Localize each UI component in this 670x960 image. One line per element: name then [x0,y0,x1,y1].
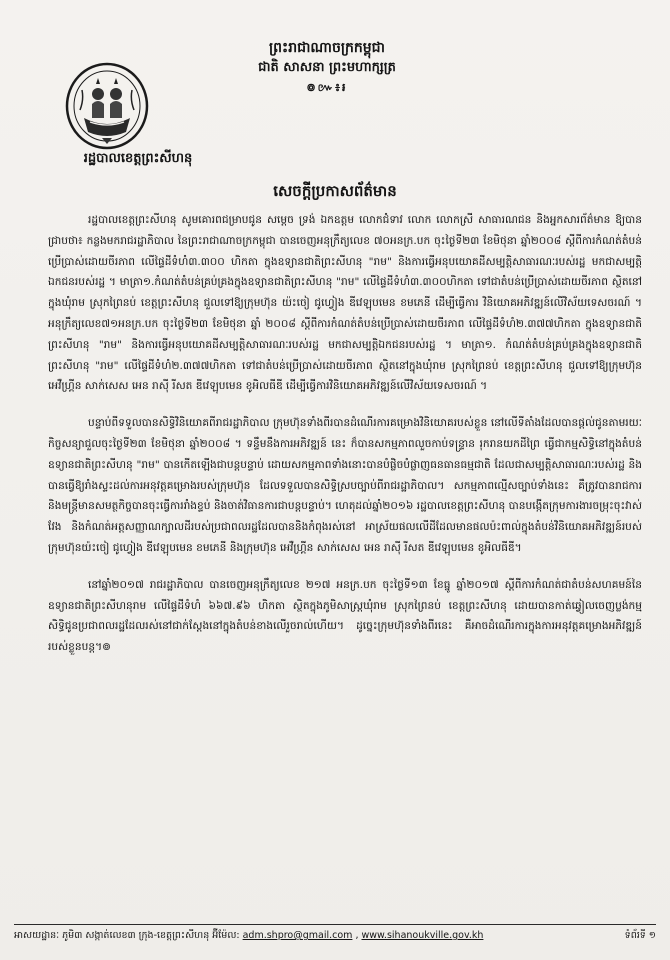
kingdom-name: ព្រះរាជាណាចក្រកម្ពុជា [268,40,385,56]
paragraph-2: បន្ទាប់ពីទទួលបានសិទ្ធិវិនិយោគពីរាជរដ្ឋាភិបាល ក្រុមហ៊ុនទាំងពីរបានដំណើរការគម្រោងវិនិយោគរបស់ខ្លួន នៅលើទីតាំងដែលបានផ្តល់ជូនតាមរយៈកិច្ចសន្យាជួលចុះថ្ងៃទី២៣ ខែមិថុនា ឆ្នាំ២០០៨ ។ ទន្ទឹមនឹងការអភិវឌ្ឍន៍ នេះ ក៏បានសកម្មភាពលួចកាប់ទន្រ្ទាន រុករានយកដីព្រៃ ធ្វើជាកម្មសិទ្ធិនៅក្នុងតំបន់ឧទ្យានជាតិព្រះសីហនុ "រាម" បានកើតឡើងជាបន្តបន្ទាប់ ដោយសកម្មភាពទាំងនោះបានបំផ្លិចបំផ្លាញធនធានធម្មជាតិ ដែលជាសម្បត្តិសាធារណៈរបស់រដ្ឋ និងបានធ្វើឱ្យរាំងស្ទះដល់ការអនុវត្តគម្រោងរបស់ក្រុមហ៊ុន ដែលទទួលបានសិទ្ធិស្របច្បាប់ពីរាជរដ្ឋាភិបាល។ សកម្មភាពល្មើសច្បាប់ទាំងនេះ គឺត្រូវបានរាជការ និងមន្រ្តីមានសមត្ថកិច្ចបានចុះធ្វើការរាំងខ្ទប់ និងចាត់វិធានការជាបន្តបន្ទាប់។ ហេតុដល់ឆ្នាំ២០១៦ រដ្ឋបាលខេត្តព្រះសីហនុ បានបង្កើតក្រុមការងារចម្រុះចុះវាស់វែង និងកំណត់អត្តសញ្ញាណក្បាលដីរបស់ប្រជាពលរដ្ឋដែលបាននិងកំពុងរស់នៅ អាស្រ័យផលលើដីដែលមានផលប៉ះពាល់ក្នុងតំបន់វិនិយោគអភិវឌ្ឍន៍របស់ក្រុមហ៊ុនយ៉ះចៀ ជូហ្វៀង ឌីវេឡុបមេន ខមភេនី និងក្រុមហ៊ុន អេវឺហ្គ្រីន សាក់សេស អេន រាស៊ី រីសត ឌីវេឡុបមេន ខូអិលធីឌី។ [48,417,642,554]
footer-website-link[interactable]: www.sihanoukville.gov.kh [361,930,484,941]
document-body [48,210,642,674]
footer-email-link[interactable]: adm.shpro@gmail.com [242,930,353,941]
kingdom-header [232,38,422,98]
paragraph-3 [48,575,642,658]
office-name: រដ្ឋបាលខេត្តព្រះសីហនុ [83,151,193,166]
footer-contact [14,929,483,943]
header-ornament: ៙៚៖៛ [306,81,348,94]
footer-divider [14,924,656,925]
end-mark-glyph: ៙ [102,641,111,654]
page-number: ទំព័រទី ១ [624,930,656,941]
footer [14,929,656,943]
provincial-seal-logo [62,60,152,152]
paragraph-3-text: នៅឆ្នាំ២០១៧ រាជរដ្ឋាភិបាល បានចេញអនុក្រឹត្យលេខ ២១៧ អនក្រ.បក ចុះថ្ងៃទី១៣ ខែធ្នូ ឆ្នាំ២០១៧ ស្តីពីការកំណត់ជាតំបន់សហគមន៍នៃឧទ្យានជាតិព្រះសីហនុរាម លើផ្ទៃដីទំហំ ៦៦៧.៩៦ ហិកតា ស្ថិតក្នុងភូមិសាស្រ្តឃុំរាម ស្រុកព្រៃនប់ ខេត្តព្រះសីហនុ ដោយបានកាត់ឆ្វៀលចេញប្លង់កម្មសិទ្ធិជូនប្រជាពលរដ្ឋដែលរស់នៅជាក់ស្តែងនៅក្នុងតំបន់ខាងលើរួចរាល់ហើយ។ ដូច្នេះក្រុមហ៊ុនទាំងពីរនេះ គឺអាចដំណើរការក្នុងការអនុវត្តគម្រោងអភិវឌ្ឍន៍របស់ខ្លួនបន្ត។ [48,578,642,654]
footer-address: អាសយដ្ឋានៈ ភូមិ៣ សង្កាត់លេខ៣ ក្រុង-ខេត្តព្រះសីហនុ អ៊ីម៉ែល: [14,930,243,941]
paragraph-1: រដ្ឋបាលខេត្តព្រះសីហនុ សូមគោរពជម្រាបជូន សម្តេច ទ្រង់ ឯកឧត្តម លោកជំទាវ លោក លោកស្រី សាធារណជន និងអ្នកសារព័ត៌មាន ឱ្យបានជ្រាបថា៖ កន្លងមករាជរដ្ឋាភិបាល នៃព្រះរាជាណាចក្រកម្ពុជា បានចេញអនុក្រឹត្យលេខ ៧០អនក្រ.បក ចុះថ្ងៃទី២៣ ខែមិថុនា ឆ្នាំ២០០៨ ស្តីពីការកំណត់តំបន់ប្រើប្រាស់ដោយចីរភាព លើផ្ទៃដីទំហំ៣.៣០០ ហិកតា ក្នុងឧទ្យានជាតិព្រះសីហនុ "រាម" និងការធ្វើអនុបយោគដីសម្បត្តិសាធារណៈរបស់រដ្ឋ មកជាសម្បត្តិឯកជនរបស់រដ្ឋ ។ មាត្រា១.កំណត់តំបន់គ្រប់គ្រងក្នុងឧទ្យានជាតិព្រះសីហនុ "រាម" លើផ្ទៃដីទំហំ៣.៣០០ហិកតា ទៅជាតំបន់ប្រើប្រាស់ដោយចីរភាព ស្ថិតនៅក្នុងឃុំរាម ស្រុកព្រៃនប់ ខេត្តព្រះសីហនុ ជួលទៅឱ្យក្រុមហ៊ុន យ៉ះចៀ ជូហ្វៀង ឌីវេឡុបមេន ខមភេនី ដើម្បីធ្វើការ វិនិយោគអភិវឌ្ឍន៍លើវិស័យទេសចរណ៍ ។ អនុក្រឹត្យលេខ៧១អនក្រ.បក ចុះថ្ងៃទី២៣ ខែមិថុនា ឆ្នាំ ២០០៨ ស្តីពីការកំណត់តំបន់ប្រើប្រាស់ដោយចីរភាព លើផ្ទៃដីទំហំ២.៣៧៧ហិកតា ក្នុងឧទ្យានជាតិព្រះសីហនុ "រាម" និងការធ្វើអនុបយោគដីសម្បត្តិសាធារណៈរបស់រដ្ឋ មកជាសម្បត្តិឯកជនរបស់រដ្ឋ ។ មាត្រា១. កំណត់តំបន់គ្រប់គ្រងក្នុងឧទ្យានជាតិព្រះសីហនុ "រាម" លើផ្ទៃដីទំហំ២.៣៧៧ហិកតា ទៅជាតំបន់ប្រើប្រាស់ដោយចីរភាព ស្ថិតនៅក្នុងឃុំរាម ស្រុកព្រៃនប់ ខេត្តព្រះសីហនុ ជួលទៅឱ្យក្រុមហ៊ុន អេវឺហ្គ្រីន សាក់សេស អេន រាស៊ី រីសត ឌីវេឡុបមេន ខូអិលធីឌី ដើម្បីធ្វើការវិនិយោគអភិវឌ្ឍន៍លើវិស័យទេសចរណ៍ ។ [48,214,642,393]
footer-separator: , [352,930,362,941]
document-title: សេចក្តីប្រកាសព័ត៌មាន [273,182,397,200]
national-motto: ជាតិ សាសនា ព្រះមហាក្សត្រ [258,60,396,75]
